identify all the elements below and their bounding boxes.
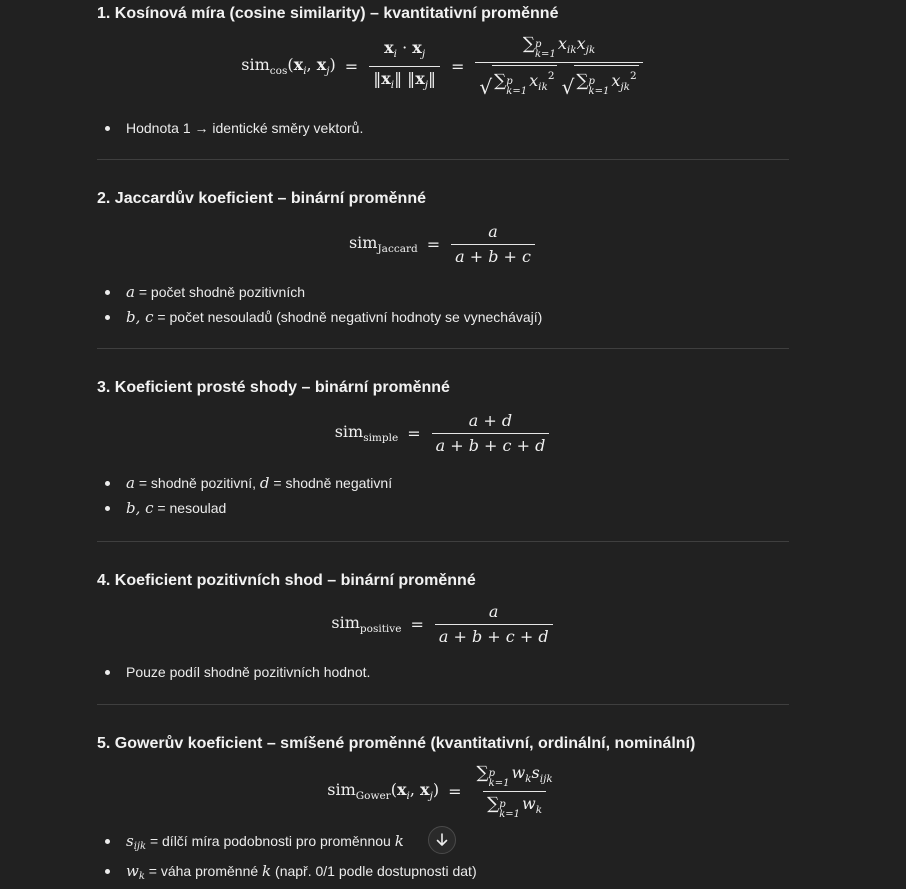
- bullet-list: [97, 280, 789, 330]
- arrow-down-icon: [435, 833, 449, 847]
- formula-lhs: $sim_{Gower}(x_i$, $x_j$): [327, 780, 440, 802]
- list-item: $s_{ijk}$ = dílčí míra podobnosti pro proměnnou k: [97, 829, 789, 859]
- formula-jaccard: sim$_{Jaccard}$ = $\frac{a}{a + b + c}$: [97, 220, 789, 268]
- scroll-to-bottom-button[interactable]: [428, 826, 456, 854]
- section-heading: 2. Jaccardův koeficient – binární proměnné: [97, 190, 426, 207]
- formula-gower: $sim_{Gower}(x_i$, $x_j$) = ∑ p k=1 $w_ks_{ijk}$ ∑ p k=1 $w_k$: [97, 765, 789, 817]
- section-cosine: [97, 3, 789, 141]
- formula-fraction: $\frac{a}{a + b + c}$: [451, 222, 535, 267]
- bullet-list: [97, 660, 789, 685]
- section-simple-matching: [97, 377, 789, 521]
- divider: [97, 541, 789, 542]
- formula-fraction: $\frac{a}{a + b + c + d}$: [435, 602, 553, 647]
- formula-fraction-expanded: ∑ p k=1 $x_{ik}x_{jk}$ √ ∑ p k=1 $x_{ik}^2$ √ ∑ p k=1 $x_{jk}^2$: [475, 34, 642, 99]
- section-gower: [97, 733, 789, 889]
- section-heading: 4. Koeficient pozitivních shod – binární proměnné: [97, 572, 476, 589]
- section-heading: 1. Kosínová míra (cosine similarity) – kvantitativní proměnné: [97, 5, 559, 22]
- list-item: Pouze podíl shodně pozitivních hodnot.: [97, 660, 789, 685]
- list-item: a = shodně pozitivní, d = shodně negativní: [97, 471, 789, 496]
- bullet-list: [97, 116, 789, 141]
- formula-lhs: sim$_{positive}$: [331, 613, 402, 635]
- formula-positive: sim$_{positive}$ = $\frac{a}{a + b + c + d}$: [97, 600, 789, 648]
- formula-cosine: $sim_{cos}(x_i$, $x_j$) = $\frac{x_i \cdot x_j}{‖x_i‖ ‖x_j‖}$ = ∑ p k=1 $x_{ik}x_{jk}$ √ ∑ p k=1 $x_{ik}^2$ √ ∑ p k=1 $x_{jk}^2$: [97, 36, 789, 96]
- list-item: b, c = počet nesouladů (shodně negativní hodnoty se vynechávají): [97, 305, 789, 330]
- bullet-list: [97, 471, 789, 521]
- list-item: a = počet shodně pozitivních: [97, 280, 789, 305]
- formula-simple: sim$_{simple}$ = $\frac{a + d}{a + b + c + d}$: [97, 409, 789, 457]
- formula-fraction: ∑ p k=1 $w_ks_{ijk}$ ∑ p k=1 $w_k$: [476, 762, 553, 820]
- list-item: $w_k$ = váha proměnné k (např. 0/1 podle dostupnosti dat): [97, 859, 789, 889]
- divider: [97, 704, 789, 705]
- divider: [97, 348, 789, 349]
- formula-lhs: sim$_{simple}$: [334, 422, 399, 444]
- section-jaccard: [97, 188, 789, 330]
- formula-fraction: $\frac{x_i \cdot x_j}{‖x_i‖ ‖x_j‖}$: [369, 38, 440, 95]
- divider: [97, 159, 789, 160]
- list-item: Hodnota 1 → identické směry vektorů.: [97, 116, 789, 141]
- section-heading: 3. Koeficient prosté shody – binární proměnné: [97, 379, 450, 396]
- formula-fraction: $\frac{a + d}{a + b + c + d}$: [432, 411, 550, 456]
- section-heading: 5. Gowerův koeficient – smíšené proměnné (kvantitativní, ordinální, nominální): [97, 735, 696, 752]
- formula-lhs: sim$_{Jaccard}$: [348, 233, 418, 255]
- section-positive-matching: [97, 570, 789, 685]
- formula-lhs: $sim_{cos}(x_i$, $x_j$): [241, 55, 336, 77]
- list-item: b, c = nesoulad: [97, 496, 789, 521]
